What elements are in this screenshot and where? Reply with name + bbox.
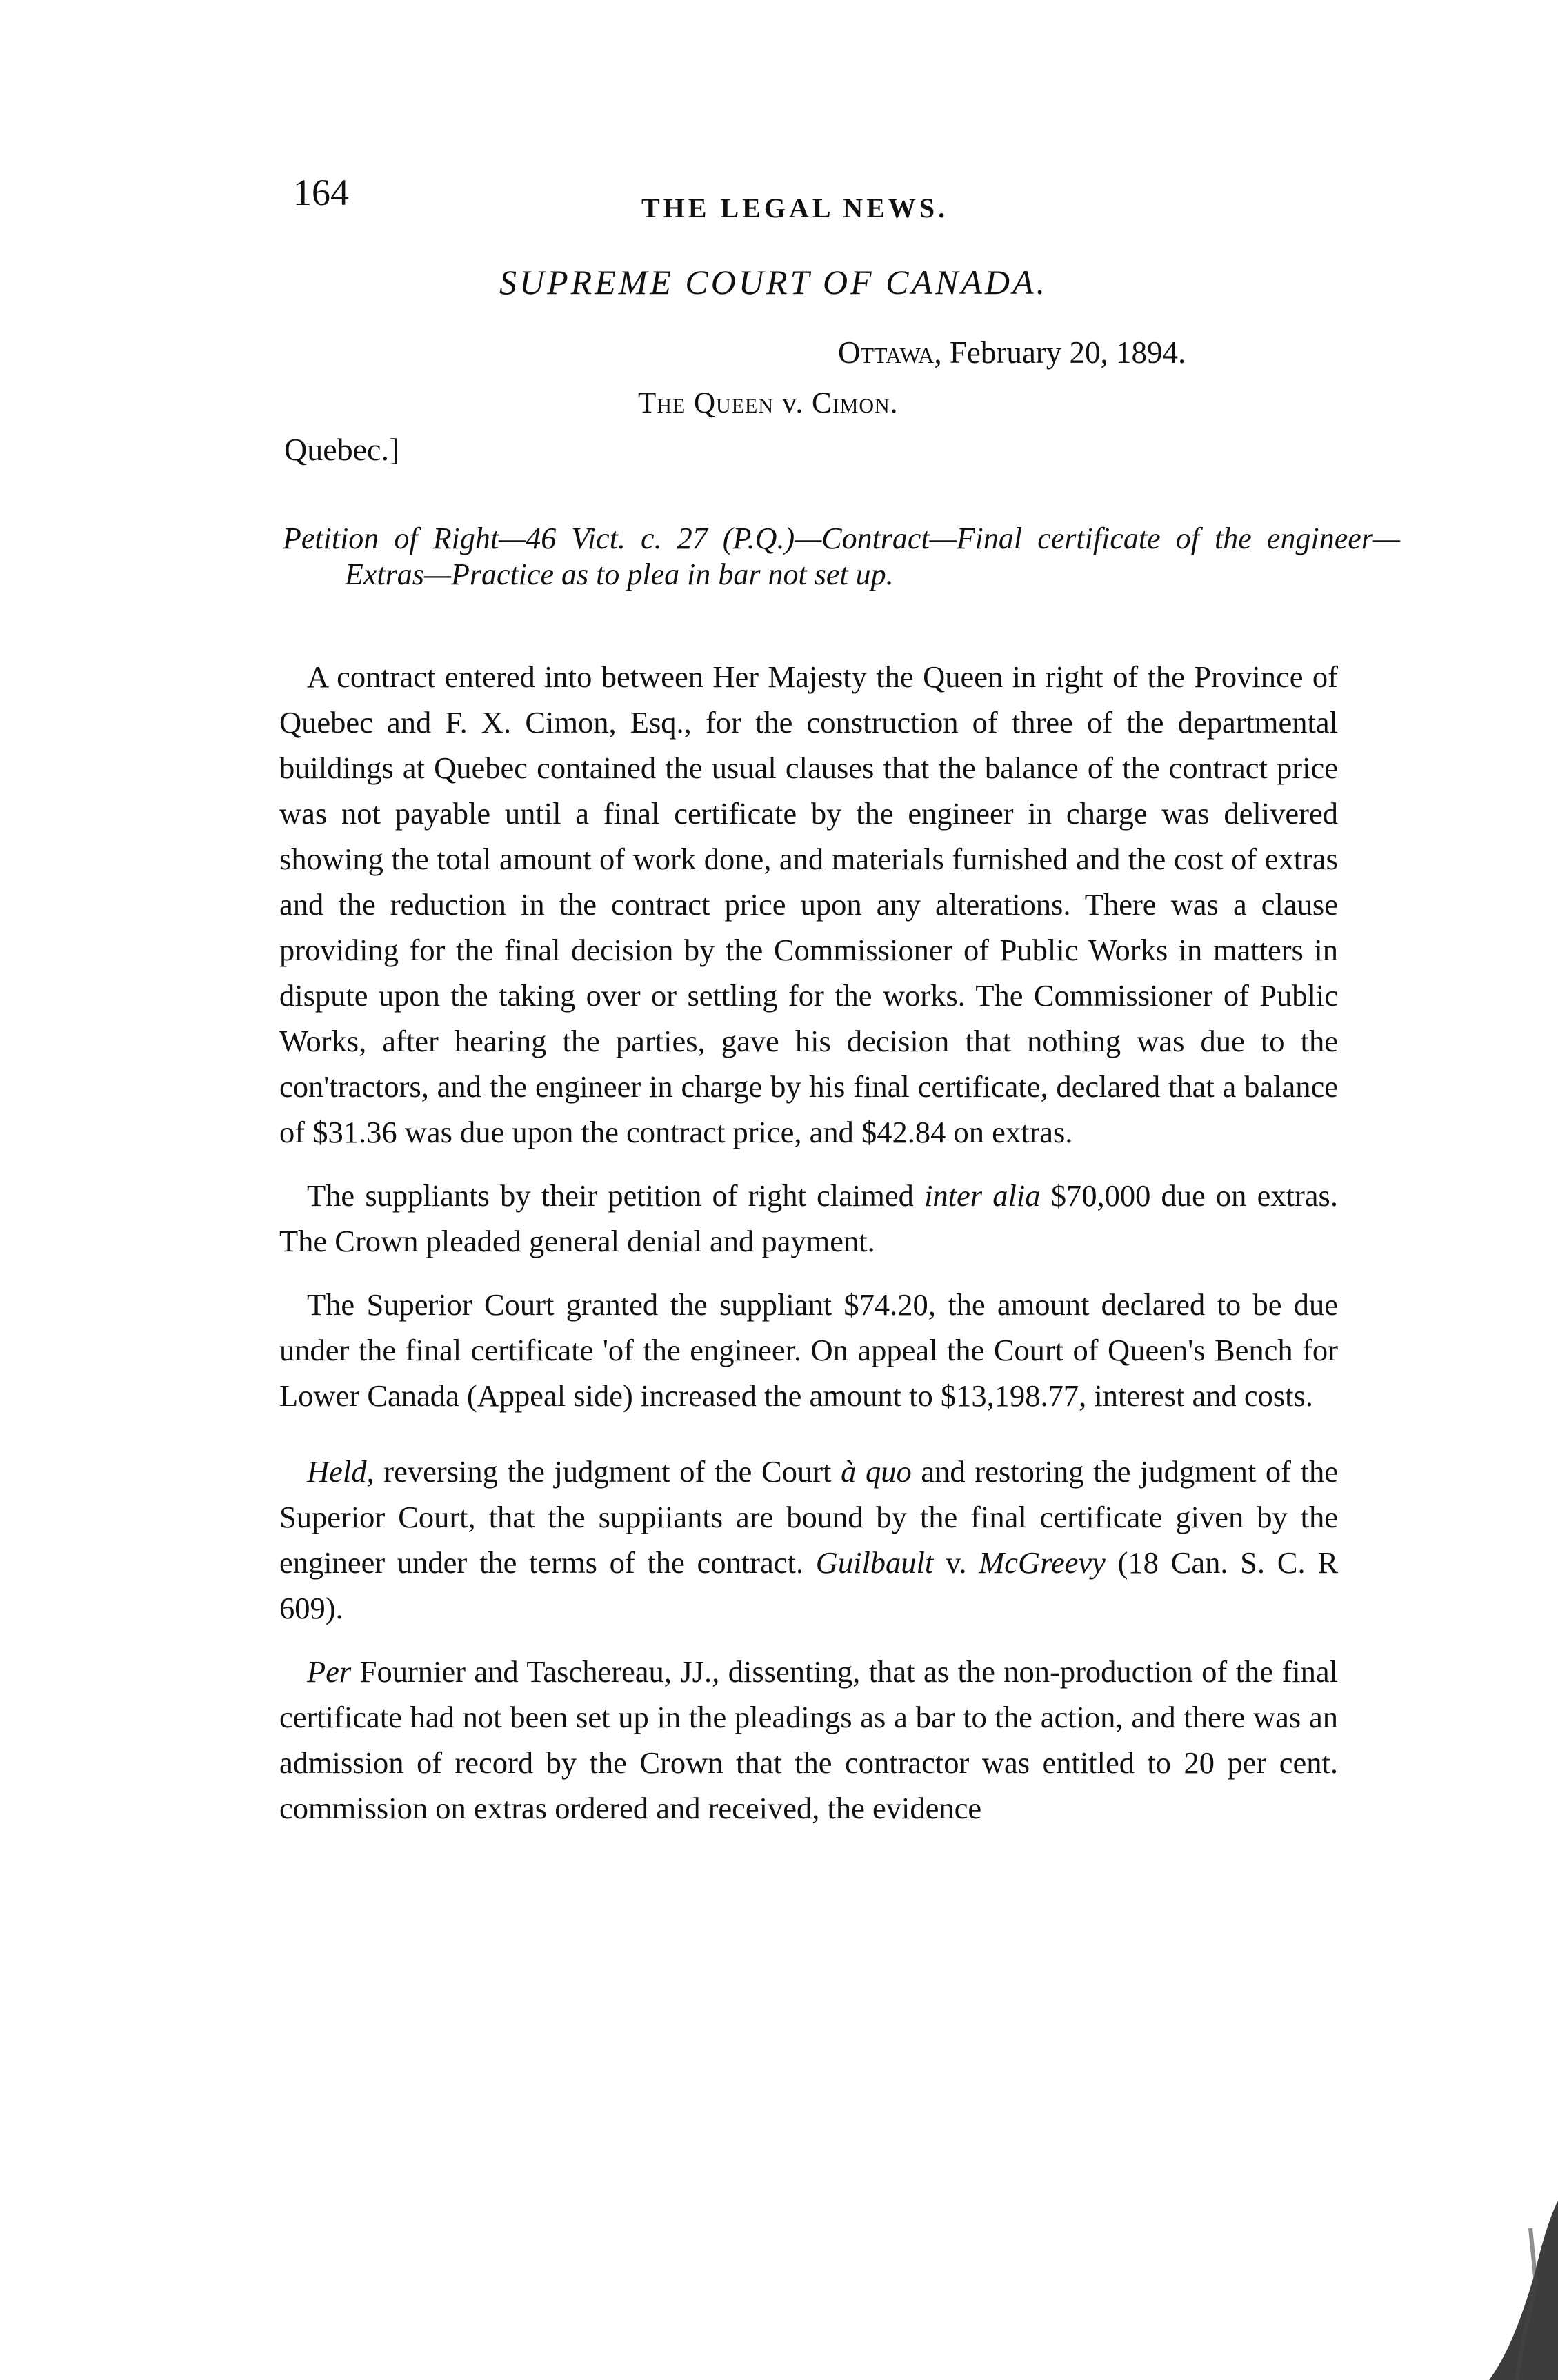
case-versus: v. bbox=[774, 387, 812, 419]
held-case-party-2: McGreevy bbox=[979, 1545, 1106, 1580]
held-label: Held bbox=[307, 1454, 367, 1489]
page-number: 164 bbox=[293, 172, 349, 213]
held-text-b: and restoring the judgment of the Superior Court, that the suppiiants are bound by the final certificate given by the engineer under the terms of the contract. bbox=[279, 1454, 1339, 1580]
paragraph-superior-court: The Superior Court granted the suppliant $74.20, the amount declared to be due under the final certificate 'of the engineer. On appeal the Court of Queen's Bench for Lower Canada (Appeal side) increased the amount to $13,198.77, interest and costs. bbox=[279, 1287, 1338, 1413]
held-case-versus: v. bbox=[933, 1545, 979, 1580]
paragraph-held bbox=[279, 1449, 1338, 1631]
paragraph-contract: A contract entered into between Her Majesty the Queen in right of the Province of Quebec and F. X. Cimon, Esq., for the construction of three of the departmental buildings at Quebec contained the usual clauses that the balance of the contract price was not payable until a final certificate by the engineer in charge was delivered showing the total amount of work done, and materials furnished and the cost of extras and the reduction in the contract price upon any alterations. There was a clause providing for the final decision by the Commissioner of Public Works in matters in dispute upon the taking over or settling for the works. The Commissioner of Public Works, after hearing the parties, gave his decision that nothing was due to the con'tractors, and the engineer in charge by his final certificate, declared that a balance of $31.36 was due upon the contract price, and $42.84 on extras. bbox=[279, 660, 1338, 1149]
province-label: Quebec.] bbox=[284, 432, 400, 467]
dissent-per-label: Per bbox=[307, 1654, 352, 1689]
case-party-2: Cimon. bbox=[812, 387, 899, 419]
dateline bbox=[838, 335, 1186, 370]
dateline-city: Ottawa bbox=[838, 335, 935, 370]
held-case-party-1: Guilbault bbox=[815, 1545, 934, 1580]
scan-edge-shadow bbox=[1482, 2201, 1558, 2380]
paragraph-petition bbox=[279, 1173, 1338, 1264]
body-text bbox=[279, 654, 1338, 1849]
held-text-a: , reversing the judgment of the Court bbox=[366, 1454, 841, 1489]
case-title bbox=[638, 386, 898, 420]
paragraph-petition-text-a: The suppliants by their petition of right claimed bbox=[307, 1178, 925, 1213]
held-citation: (18 Can. S. C. R 609). bbox=[279, 1545, 1338, 1625]
paragraph-petition-text-b: $70,000 due on extras. The Crown pleaded general denial and payment. bbox=[279, 1178, 1338, 1258]
held-a-quo: à quo bbox=[841, 1454, 912, 1489]
paragraph-dissent bbox=[279, 1649, 1338, 1831]
court-name: SUPREME COURT OF CANADA. bbox=[499, 263, 1048, 301]
running-head: THE LEGAL NEWS. bbox=[641, 192, 949, 224]
dateline-date: , February 20, 1894. bbox=[934, 335, 1186, 370]
paragraph-petition-emphasis: inter alia bbox=[924, 1178, 1041, 1213]
dissent-text: Fournier and Taschereau, JJ., dissenting, that as the non-production of the final certificate had not been set up in the pleadings as a bar to the action, and there was an admission of record by the Crown that the contractor was entitled to 20 per cent. commission on extras ordered and received, the evidence bbox=[279, 1654, 1338, 1825]
case-party-1: The Queen bbox=[638, 387, 775, 419]
headnote: Petition of Right—46 Vict. c. 27 (P.Q.)—Contract—Final certificate of the engineer—Extras—Practice as to plea in bar not set up. bbox=[283, 522, 1400, 591]
